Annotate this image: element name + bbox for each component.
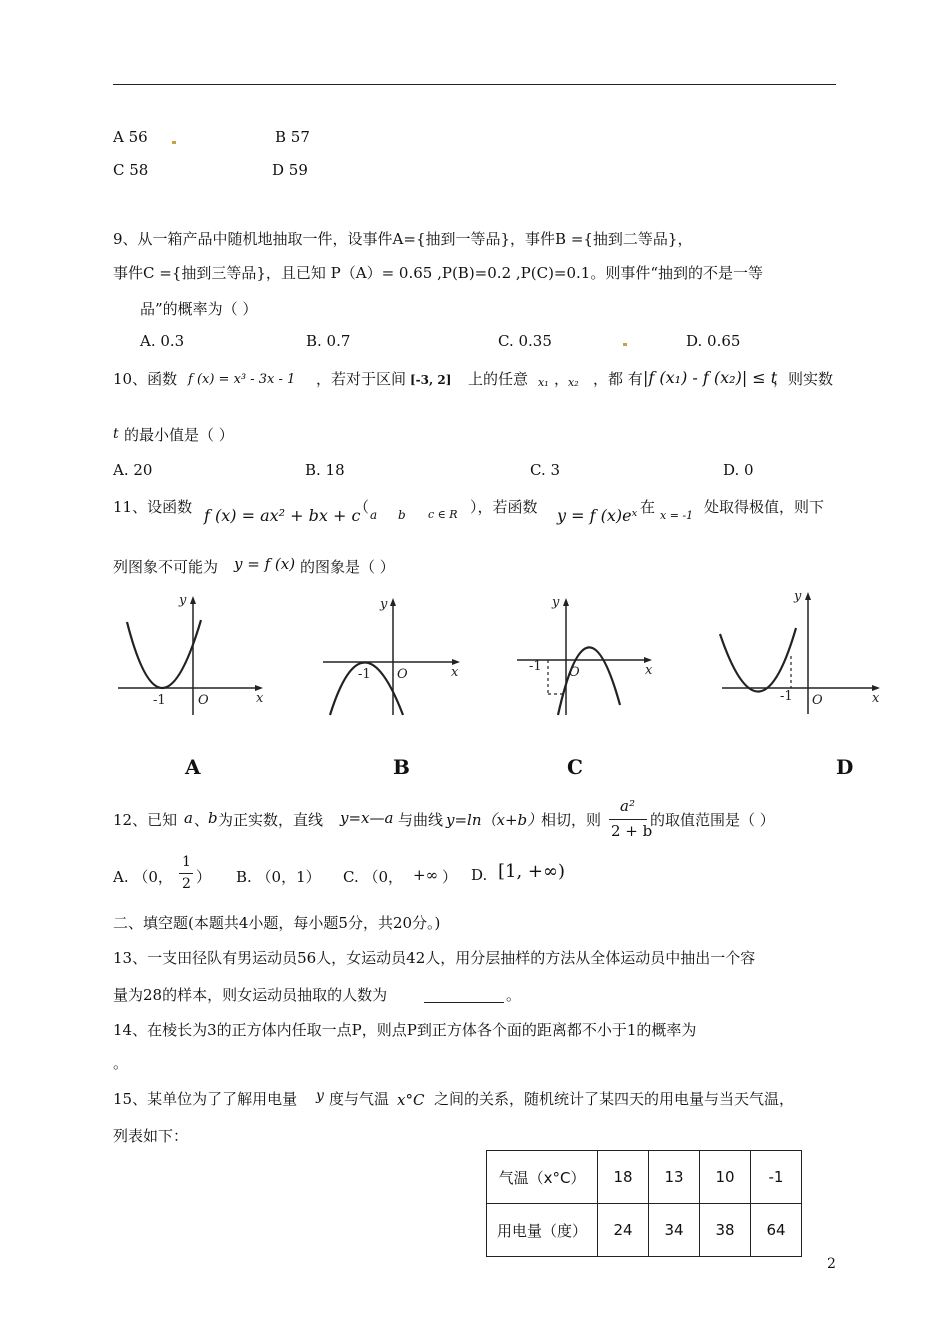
q11-line2-suffix: 的图象是（ ）	[300, 558, 395, 576]
graph-b-y-label: y	[380, 597, 388, 612]
q12-mid1: 为正实数，直线	[218, 811, 324, 829]
q11-paren-open: （	[354, 498, 370, 516]
q9-option-c: C. 0.35	[498, 332, 552, 350]
table-cell: 34	[649, 1204, 700, 1257]
q12-option-a-denominator: 2	[182, 876, 191, 892]
graph-b-x-label: x	[451, 665, 459, 680]
table-cell: 24	[598, 1204, 649, 1257]
q13-line2: 量为28的样本，则女运动员抽取的人数为	[113, 986, 388, 1004]
q12-option-d-value: [1, +∞)	[498, 861, 566, 882]
graph-c	[512, 590, 672, 720]
q12-curve: y=ln（x+b）	[446, 811, 543, 829]
graph-d-y-arrow	[805, 592, 811, 600]
graph-c-label: C	[567, 755, 583, 779]
q8-option-b: B 57	[275, 128, 310, 146]
q10-mid2: 上的任意	[468, 370, 529, 388]
q9-option-d: D. 0.65	[686, 332, 741, 350]
graph-c-y-arrow	[563, 598, 569, 606]
q11-b: b	[398, 508, 406, 522]
q10-option-b: B. 18	[305, 461, 345, 479]
q10-option-d: D. 0	[723, 461, 754, 479]
q10-line2: 的最小值是（ ）	[124, 426, 234, 444]
graph-c-y-label: y	[552, 595, 560, 610]
q13-answer-blank[interactable]	[424, 984, 504, 1003]
q9-option-a: A. 0.3	[140, 332, 185, 350]
q12-sep: 、	[194, 811, 210, 829]
q15-line2: 列表如下：	[113, 1127, 189, 1145]
q12-line-equation: y=x—a	[340, 809, 394, 827]
q12-option-c-infinity: +∞	[413, 866, 439, 884]
graph-d-y-label: y	[794, 589, 802, 604]
q15-suffix: 之间的关系，随机统计了某四天的用电量与当天气温，	[434, 1090, 795, 1108]
table-row	[487, 1151, 802, 1204]
q11-line2-func: y = f (x)	[234, 555, 296, 573]
q15-data-table-wrapper	[486, 1150, 802, 1257]
table-row	[487, 1204, 802, 1257]
q12-option-a-prefix: A. （0，	[113, 868, 173, 886]
q10-comma: ，	[554, 370, 570, 388]
q10-prefix: 10、函数	[113, 370, 178, 388]
graph-b-label: B	[393, 755, 410, 779]
graph-d	[712, 582, 890, 722]
q12-fraction-numerator: a²	[620, 797, 635, 815]
decorative-dot	[172, 141, 176, 144]
graph-a-y-arrow	[190, 596, 196, 604]
q13-line1: 13、一支田径队有男运动员56人，女运动员42人，用分层抽样的方法从全体运动员中抽出一个容	[113, 949, 756, 967]
q12-option-a-numerator: 1	[182, 854, 191, 870]
q12-mid3: 相切，则	[541, 811, 602, 829]
q8-option-c: C 58	[113, 161, 149, 179]
graph-a-origin-label: O	[198, 693, 209, 708]
table-cell: 18	[598, 1151, 649, 1204]
section-2-heading: 二、填空题(本题共4小题，每小题5分，共20分。)	[113, 914, 441, 932]
q11-prefix: 11、设函数	[113, 498, 193, 516]
graph-a-y-label: y	[179, 593, 187, 608]
q10-x1: x₁	[538, 376, 549, 389]
q9-option-b: B. 0.7	[306, 332, 351, 350]
q12-option-b: B. （0，1）	[236, 868, 321, 886]
q11-function: f (x) = ax² + bx + c	[204, 506, 361, 525]
q9-line1: 9、从一箱产品中随机地抽取一件，设事件A={抽到一等品}，事件B ={抽到二等品}，	[113, 230, 693, 248]
header-rule	[113, 84, 836, 85]
graph-c-curve	[558, 647, 620, 715]
q15-prefix: 15、某单位为了了解用电量	[113, 1090, 298, 1108]
q10-option-a: A. 20	[113, 461, 153, 479]
q12-option-c-suffix: ）	[442, 868, 458, 886]
table-header-electricity: 用电量（度）	[487, 1204, 598, 1257]
q12-fraction-bar	[609, 819, 647, 820]
graph-d-label: D	[836, 755, 854, 779]
graph-c-x-label: x	[645, 663, 653, 678]
table-cell: 10	[700, 1151, 751, 1204]
q14-line2: 。	[113, 1054, 129, 1072]
q11-a: a	[370, 508, 378, 522]
q12-prefix: 12、已知	[113, 811, 178, 829]
q11-line2-prefix: 列图象不可能为	[113, 558, 219, 576]
q9-line3: 品”的概率为（ ）	[140, 300, 258, 318]
graph-d-origin-label: O	[812, 693, 823, 708]
q10-mid: ，若对于区间	[316, 370, 407, 388]
q10-mid3: ，都 有	[593, 370, 643, 388]
graph-b-y-arrow	[390, 598, 396, 606]
q14-line1: 14、在棱长为3的正方体内任取一点P，则点P到正方体各个面的距离都不小于1的概率为	[113, 1021, 697, 1039]
q10-inequality: |f (x₁) - f (x₂)| ≤ t	[643, 368, 778, 387]
table-cell: -1	[751, 1151, 802, 1204]
q12-option-d-prefix: D.	[471, 866, 488, 884]
q11-xval: x = -1	[660, 509, 694, 522]
q10-interval: [-3, 2]	[410, 373, 452, 387]
q11-mid: 在	[640, 498, 656, 516]
table-cell: 38	[700, 1204, 751, 1257]
q12-option-a-suffix: ）	[196, 868, 212, 886]
graph-d-minus1-label: -1	[780, 689, 793, 704]
graph-d-x-label: x	[872, 691, 880, 706]
page-number: 2	[827, 1256, 836, 1272]
q9-line2: 事件C ={抽到三等品}，且已知 P（A）= 0.65 ,P(B)=0.2 ,P(C)=0.1。则事件“抽到的不是一等	[113, 264, 764, 282]
q8-option-a: A 56	[113, 128, 148, 146]
graph-a-minus1-label: -1	[153, 693, 166, 708]
q12-mid2: 与曲线	[398, 811, 444, 829]
q12-b: b	[208, 809, 218, 827]
q11-suffix: 处取得极值，则下	[704, 498, 825, 516]
q15-data-table	[486, 1150, 802, 1257]
table-cell: 64	[751, 1204, 802, 1257]
q12-option-c-prefix: C. （0，	[343, 868, 404, 886]
q10-suffix: ，则实数	[773, 370, 834, 388]
graph-d-curve	[720, 628, 796, 692]
q10-x2: x₂	[568, 376, 579, 389]
decorative-dot	[623, 343, 627, 346]
table-cell: 13	[649, 1151, 700, 1204]
q15-xc: x°C	[397, 1091, 425, 1109]
graph-b-origin-label: O	[397, 667, 408, 682]
table-header-temperature: 气温（x°C）	[487, 1151, 598, 1204]
q10-t-var: t	[113, 426, 119, 442]
q12-a: a	[184, 809, 193, 827]
graph-a	[113, 590, 273, 720]
graph-a-label: A	[185, 755, 201, 779]
graph-b	[318, 590, 478, 720]
q12-option-a-fraction-bar	[179, 873, 193, 874]
q15-y: y	[316, 1088, 324, 1104]
q13-end: 。	[506, 986, 522, 1004]
q12-fraction-denominator: 2 + b	[611, 822, 653, 840]
graph-c-minus1-label: -1	[529, 659, 542, 674]
q11-condition: c ∈ R	[428, 508, 458, 521]
graph-a-x-label: x	[256, 691, 264, 706]
q12-suffix: 的取值范围是（ ）	[650, 811, 775, 829]
q8-option-d: D 59	[272, 161, 308, 179]
q15-mid1: 度与气温	[329, 1090, 390, 1108]
q11-paren-close: ），若函数	[470, 498, 538, 516]
graph-b-minus1-label: -1	[358, 667, 371, 682]
q10-function: f (x) = x³ - 3x - 1	[188, 372, 296, 387]
graph-a-curve	[127, 620, 201, 688]
q10-option-c: C. 3	[530, 461, 561, 479]
graph-c-origin-label: O	[569, 665, 580, 680]
q11-function2: y = f (x)eˣ	[557, 506, 638, 525]
